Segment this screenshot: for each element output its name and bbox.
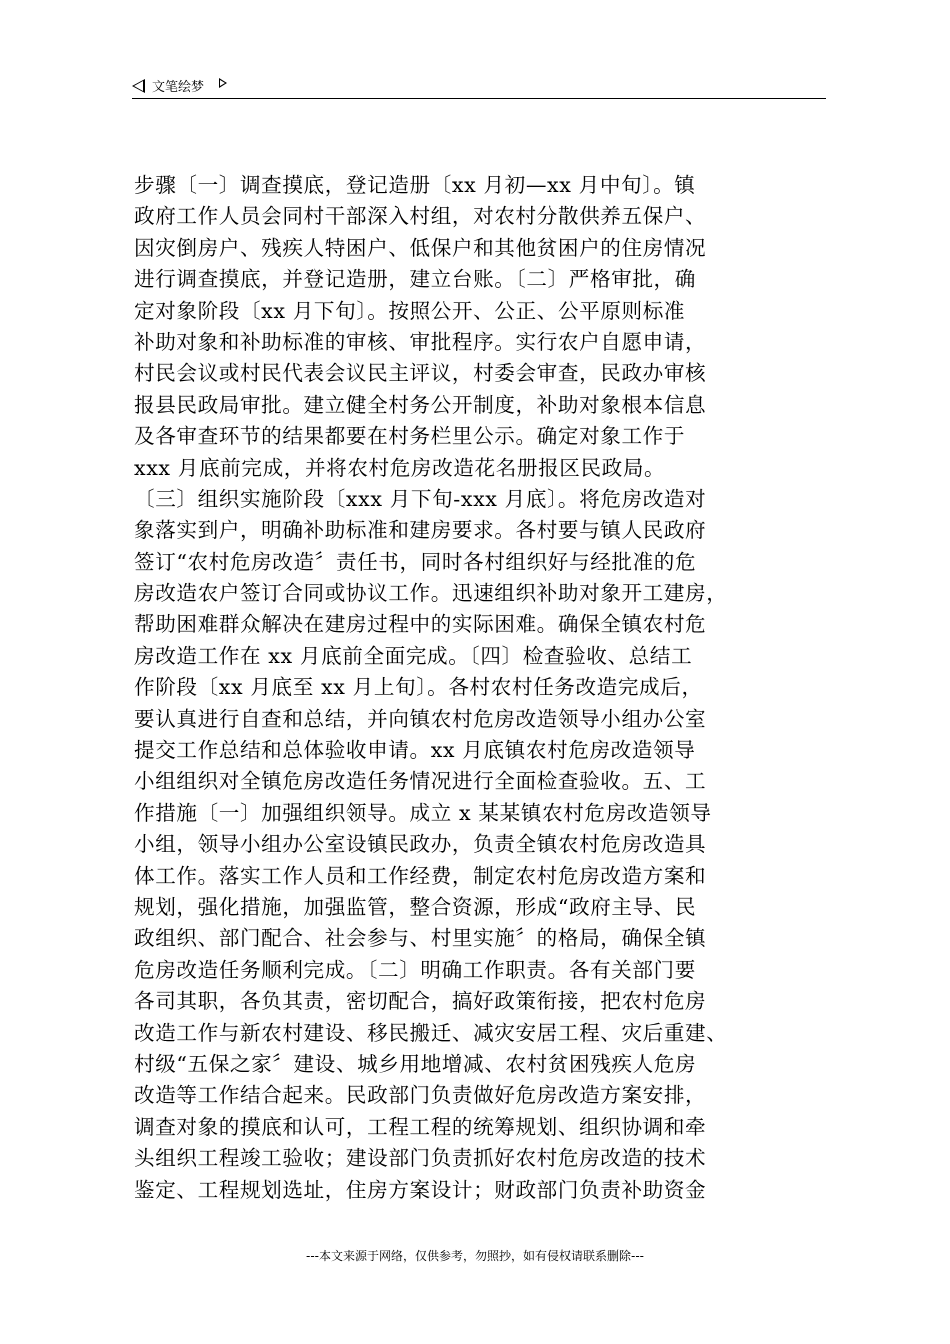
body-line: 〔三〕组织实施阶段〔xxx 月下旬-xxx 月底〕。将危房改造对 xyxy=(134,486,707,511)
body-line: 帮助困难群众解决在建房过程中的实际困难。确保全镇农村危 xyxy=(134,612,707,637)
body-line: 步骤〔一〕调查摸底，登记造册〔xx 月初—xx 月中旬〕。镇 xyxy=(134,173,696,197)
body-line: 作阶段〔xx 月底至 xx 月上旬〕。各村农村任务改造完成后， xyxy=(134,675,703,700)
body-line: 规划，强化措施，加强监管，整合资源，形成“政府主导、民 xyxy=(134,894,697,919)
body-line: xxx 月底前完成，并将农村危房改造花名册报区民政局。 xyxy=(134,455,666,480)
body-line: 小组组织对全镇危房改造任务情况进行全面检查验收。五、工 xyxy=(134,769,707,794)
triangle-left-icon xyxy=(132,79,145,93)
body-line: 进行调查摸底，并登记造册，建立台账。〔二〕严格审批，确 xyxy=(134,267,696,292)
body-line: 房改造农户签订合同或协议工作。迅速组织补助对象开工建房， xyxy=(134,581,728,606)
body-line: 体工作。落实工作人员和工作经费，制定农村危房改造方案和 xyxy=(134,863,707,888)
body-line: 作措施〔一〕加强组织领导。成立 x 某某镇农村危房改造领导 xyxy=(134,800,712,825)
body-line: 村民会议或村民代表会议民主评议，村委会审查，民政办审核 xyxy=(134,361,707,386)
body-line: 象落实到户，明确补助标准和建房要求。各村要与镇人民政府 xyxy=(134,518,707,543)
body-line: 政组织、部门配合、社会参与、村里实施〞的格局，确保全镇 xyxy=(134,926,707,951)
body-line: 改造等工作结合起来。民政部门负责做好危房改造方案安排， xyxy=(134,1083,707,1108)
body-line: 各司其职，各负其责，密切配合，搞好政策衔接，把农村危房 xyxy=(134,989,707,1014)
body-line: 政府工作人员会同村干部深入村组，对农村分散供养五保户、 xyxy=(134,204,707,229)
header-brand: 文笔绘梦 xyxy=(152,80,205,95)
triangle-right-icon xyxy=(219,78,227,88)
body-line: 签订“农村危房改造〞责任书，同时各村组织好与经批准的危 xyxy=(134,549,697,574)
footer-notice: ---本文来源于网络，仅供参考，勿照抄，如有侵权请联系删除--- xyxy=(306,1249,644,1263)
body-line: 头组织工程竣工验收；建设部门负责抓好农村危房改造的技术 xyxy=(134,1146,707,1171)
body-line: 定对象阶段〔xx 月下旬〕。按照公开、公正、公平原则标准 xyxy=(134,298,686,323)
body-line: 调查对象的摸底和认可，工程工程的统筹规划、组织协调和牵 xyxy=(134,1114,707,1139)
document-body xyxy=(134,170,836,1206)
body-line: 村级“五保之家〞建设、城乡用地增减、农村贫困残疾人危房 xyxy=(134,1051,697,1076)
body-line: 及各审查环节的结果都要在村务栏里公示。确定对象工作于 xyxy=(134,424,686,449)
body-line: 房改造工作在 xx 月底前全面完成。〔四〕检查验收、总结工 xyxy=(134,643,693,668)
page-header xyxy=(132,74,826,99)
body-line: 补助对象和补助标准的审核、审批程序。实行农户自愿申请， xyxy=(134,329,707,354)
body-line: 鉴定、工程规划选址，住房方案设计；财政部门负责补助资金 xyxy=(134,1177,707,1202)
body-line: 小组，领导小组办公室设镇民政办，负责全镇农村危房改造具 xyxy=(134,832,707,857)
body-line: 因灾倒房户、残疾人特困户、低保户和其他贫困户的住房情况 xyxy=(134,235,707,260)
body-line: 报县民政局审批。建立健全村务公开制度，补助对象根本信息 xyxy=(134,392,707,417)
body-line: 改造工作与新农村建设、移民搬迁、减灾安居工程、灾后重建、 xyxy=(134,1020,728,1045)
body-line: 危房改造任务顺利完成。〔二〕明确工作职责。各有关部门要 xyxy=(134,957,696,982)
body-line: 提交工作总结和总体验收申请。xx 月底镇农村危房改造领导 xyxy=(134,738,696,763)
body-line: 要认真进行自查和总结，并向镇农村危房改造领导小组办公室 xyxy=(134,706,707,731)
